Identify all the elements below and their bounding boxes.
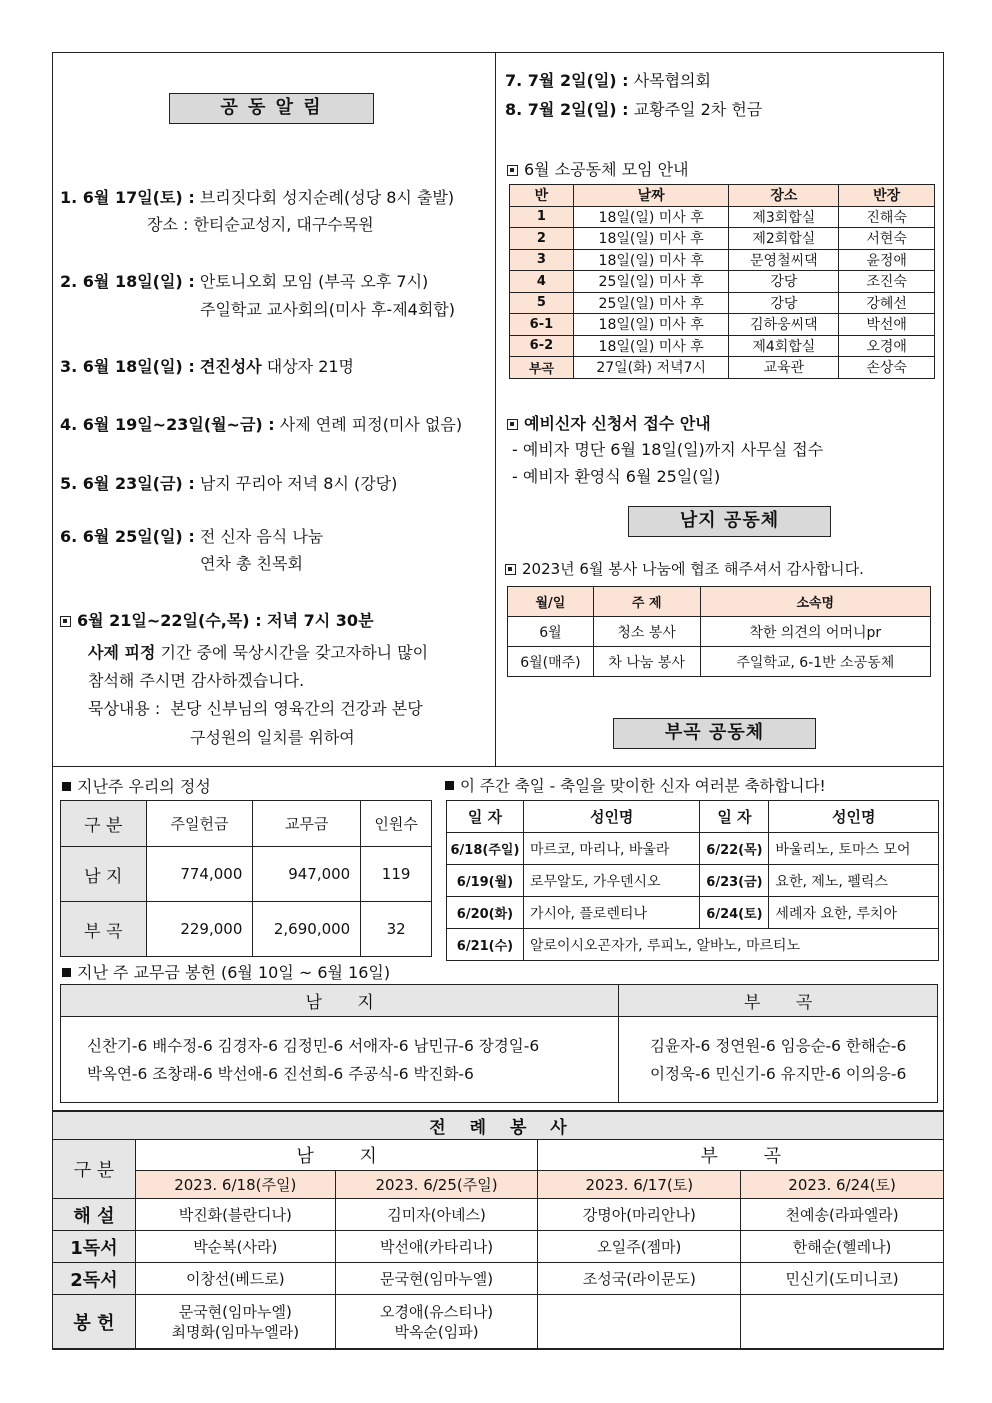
table-row: 6월(매주) 차 나눔 봉사 주일학교, 6-1반 소공동체 (508, 647, 931, 677)
table-header: 구 분 (61, 801, 147, 847)
table-row: 6-1 18일(일) 미사 후 김하웅씨댁 박선애 (510, 314, 935, 336)
notice-6-sub: 연차 총 친목회 (200, 554, 303, 573)
table-header: 날짜 (573, 185, 729, 207)
table-header: 소속명 (700, 587, 930, 617)
tithe-bugok-list: 김윤자-6 정연원-6 임응순-6 한해순-6 이정욱-6 민신기-6 유지만-6 이의응-6 (619, 1017, 938, 1103)
notice-6: 6. 6월 25일(일) : 전 신자 음식 나눔 (60, 527, 324, 546)
retreat-line-1: 사제 피정 기간 중에 묵상시간을 갖고자하니 많이 (88, 643, 429, 662)
notice-2: 2. 6월 18일(일) : 안토니오회 모임 (부곡 오후 7시) (60, 272, 429, 291)
table-header: 성인명 (769, 801, 939, 833)
feast-table (446, 800, 939, 961)
notice-8: 8. 7월 2일(일) : 교황주일 2차 헌금 (505, 100, 763, 119)
tithe-namji-header: 남 지 (61, 985, 619, 1017)
table-header: 월/일 (508, 587, 594, 617)
table-row: 2 18일(일) 미사 후 제2회합실 서현숙 (510, 228, 935, 250)
namji-service-table (507, 586, 931, 677)
notice-2-sub: 주일학교 교사회의(미사 후-제4회합) (200, 300, 455, 319)
black-square-icon (62, 968, 71, 977)
catechumen-heading: 예비신자 신청서 접수 안내 (507, 411, 711, 434)
catechumen-line-2: - 예비자 환영식 6월 25일(일) (512, 467, 721, 486)
table-row: 남 지 774,000 947,000 119 (61, 847, 432, 902)
table-header: 인원수 (361, 801, 432, 847)
table-row: 1독서 박순복(사라) 박선애(카타리나) 오일주(젬마) 한해순(헬레나) (53, 1231, 944, 1263)
table-row: 1 18일(일) 미사 후 제3회합실 진해숙 (510, 206, 935, 228)
offering-table (60, 800, 432, 957)
column-divider (495, 52, 496, 766)
table-header: 성인명 (523, 801, 700, 833)
table-header: 주 제 (593, 587, 700, 617)
retreat-heading: 6월 21일~22일(수,목) : 저녁 7시 30분 (60, 608, 374, 631)
notice-7: 7. 7월 2일(일) : 사목협의회 (505, 71, 711, 90)
liturgy-date: 2023. 6/25(주일) (335, 1171, 538, 1199)
feast-heading: 이 주간 축일 - 축일을 맞이한 신자 여러분 축하합니다! (445, 774, 826, 796)
square-bullet-icon (507, 165, 518, 176)
notice-1-sub: 장소 : 한티순교성지, 대구수목원 (147, 215, 374, 234)
black-square-icon (62, 782, 71, 791)
table-header: 일 자 (447, 801, 524, 833)
catechumen-line-1: - 예비자 명단 6월 18일(일)까지 사무실 접수 (512, 440, 824, 459)
table-row: 6-2 18일(일) 미사 후 제4회합실 오경애 (510, 335, 935, 357)
tithe-namji-list: 신찬기-6 배수정-6 김경자-6 김정민-6 서애자-6 남민규-6 장경일-6 박옥연-6 조창래-6 박선애-6 진선희-6 주공식-6 박진화-6 (61, 1017, 619, 1103)
table-row: 6/20(화) 가시아, 플로렌티나 6/24(토) 세례자 요한, 루치아 (447, 897, 939, 929)
table-row: 5 25일(일) 미사 후 강당 강혜선 (510, 292, 935, 314)
small-community-heading: 6월 소공동체 모임 안내 (507, 157, 689, 180)
table-row: 봉 헌 문국현(임마누엘) 최명화(임마누엘라) 오경애(유스티나) 박옥순(임파) (53, 1295, 944, 1349)
liturgy-date: 2023. 6/18(주일) (135, 1171, 335, 1199)
tithe-bugok-header: 부 곡 (619, 985, 938, 1017)
table-header: 반장 (839, 185, 935, 207)
liturgy-namji-header: 남 지 (135, 1140, 538, 1171)
liturgy-bugok-header: 부 곡 (538, 1140, 944, 1171)
table-row: 6/18(주일) 마르코, 마리나, 바울라 6/22(목) 바울리노, 토마스 모어 (447, 833, 939, 865)
square-bullet-icon (60, 616, 71, 627)
table-header: 반 (510, 185, 574, 207)
notice-1: 1. 6월 17일(토) : 브리짓다회 성지순례(성당 8시 출발) (60, 188, 455, 207)
black-square-icon (445, 781, 454, 790)
section-divider (52, 766, 944, 767)
table-row: 3 18일(일) 미사 후 문영철씨댁 윤정애 (510, 249, 935, 271)
tithe-heading: 지난 주 교무금 봉헌 (6월 10일 ~ 6월 16일) (62, 960, 390, 983)
table-row: 부곡 27일(화) 저녁7시 교육관 손상숙 (510, 357, 935, 379)
namji-title: 남지 공동체 (628, 506, 831, 537)
liturgy-gubun: 구 분 (53, 1140, 136, 1199)
liturgy-title: 전 례 봉 사 (53, 1112, 944, 1140)
bugok-title: 부곡 공동체 (613, 718, 816, 749)
table-header: 주일헌금 (146, 801, 253, 847)
table-row: 4 25일(일) 미사 후 강당 조진숙 (510, 271, 935, 293)
table-row: 6/21(수) 알로이시오곤자가, 루피노, 알바노, 마르티노 (447, 929, 939, 961)
tithe-table (60, 984, 938, 1103)
notice-3: 3. 6월 18일(일) : 견진성사 대상자 21명 (60, 357, 355, 376)
retreat-line-2: 참석해 주시면 감사하겠습니다. (88, 671, 305, 690)
liturgy-date: 2023. 6/24(토) (741, 1171, 944, 1199)
notice-4: 4. 6월 19일~23일(월~금) : 사제 연례 피정(미사 없음) (60, 415, 463, 434)
retreat-line-4: 구성원의 일치를 위하여 (190, 728, 355, 747)
square-bullet-icon (505, 564, 516, 575)
namji-thanks: 2023년 6월 봉사 나눔에 협조 해주셔서 감사합니다. (505, 558, 864, 579)
table-row: 6월 청소 봉사 착한 의견의 어머니pr (508, 617, 931, 647)
table-header: 일 자 (700, 801, 769, 833)
table-row: 부 곡 229,000 2,690,000 32 (61, 902, 432, 957)
notices-title: 공 동 알 림 (169, 93, 374, 124)
liturgy-date: 2023. 6/17(토) (538, 1171, 741, 1199)
table-header: 교무금 (253, 801, 361, 847)
offering-heading: 지난주 우리의 정성 (62, 774, 211, 797)
square-bullet-icon (507, 419, 518, 430)
table-row: 해 설 박진화(블란디나) 김미자(아녜스) 강명아(마리안나) 천예송(라파엘라) (53, 1199, 944, 1231)
table-header: 장소 (729, 185, 839, 207)
table-row: 6/19(월) 로무알도, 가우덴시오 6/23(금) 요한, 제노, 펠릭스 (447, 865, 939, 897)
notice-5: 5. 6월 23일(금) : 남지 꾸리아 저녁 8시 (강당) (60, 474, 398, 493)
small-community-table (509, 184, 935, 379)
liturgy-table (52, 1111, 944, 1349)
table-row: 2독서 이창선(베드로) 문국현(임마누엘) 조성국(라이문도) 민신기(도미니코) (53, 1263, 944, 1295)
retreat-line-3: 묵상내용 : 본당 신부님의 영육간의 건강과 본당 (88, 699, 423, 718)
